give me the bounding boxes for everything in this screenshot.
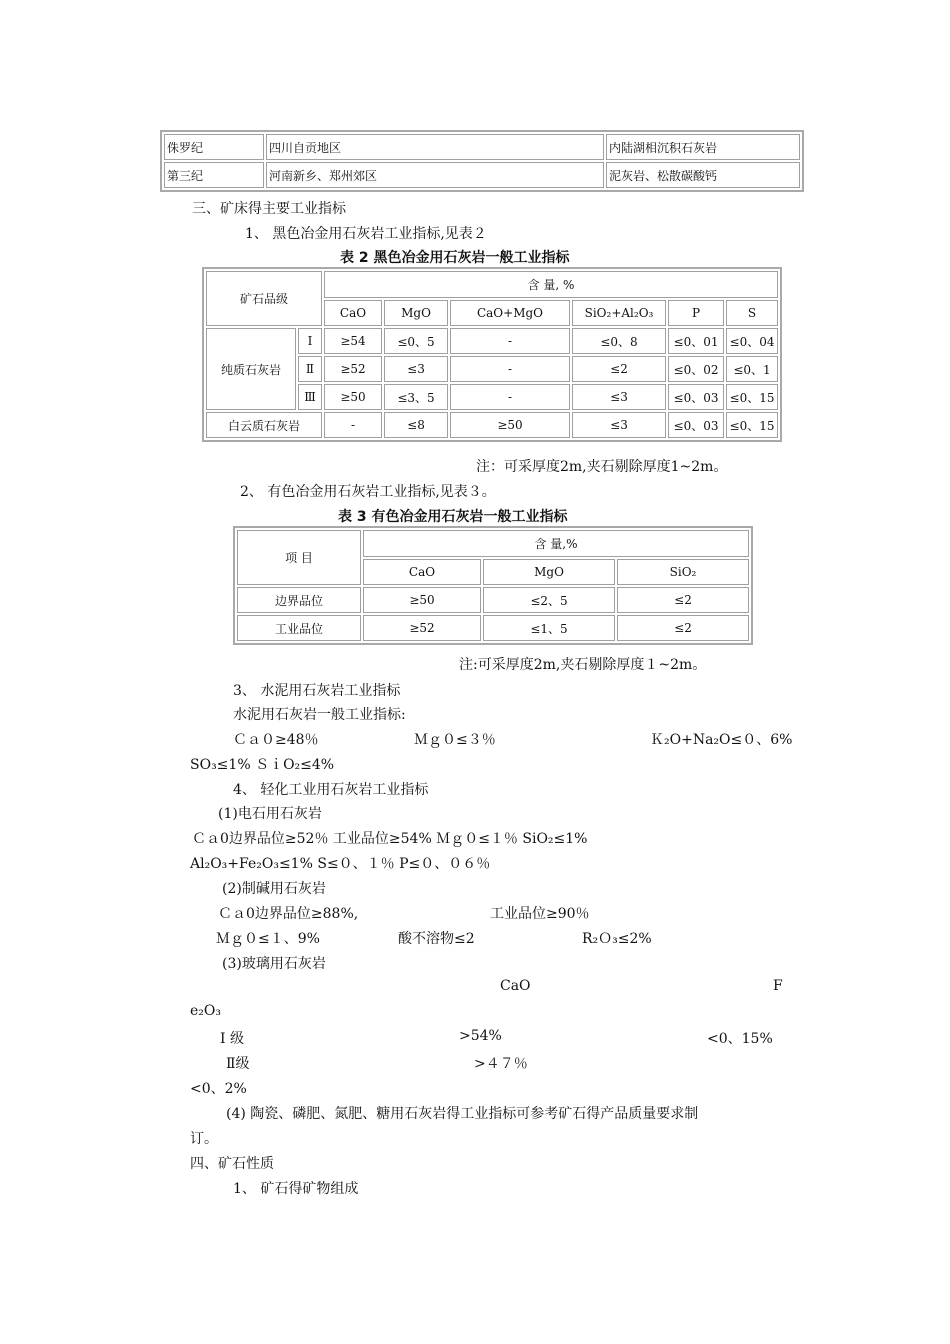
text: Ⅱ级 [226,1056,250,1072]
table-cell: ≤8 [384,412,448,438]
table-row [206,328,778,354]
text: Ｃａ0边界品位≥88%, [218,906,359,922]
text: <0、15% [707,1031,773,1047]
table-cell: - [450,384,570,410]
table-cell: ≤0、04 [726,328,778,354]
table-cell: ≤0、03 [668,384,724,410]
table-cell: ≤2 [617,587,749,613]
ferrous-index-table [202,267,782,442]
table-caption: 表 2 黑色冶金用石灰岩一般工业指标 [340,250,570,266]
table-header: SiO₂ [617,559,749,585]
text: e₂O₃ [190,1003,221,1019]
table-cell: 侏罗纪 [164,134,264,160]
table-cell: 边界品位 [237,587,361,613]
table-cell: 四川自贡地区 [266,134,604,160]
table-row [237,615,749,641]
paragraph: 订。 [190,1131,218,1147]
text: <0、2% [190,1081,247,1097]
text: Ｍｇ０≤３％ [414,732,496,748]
table-header: CaO+MgO [450,300,570,326]
table-cell: ≥50 [324,384,382,410]
table-cell: ≤2 [572,356,666,382]
table-cell: 第三纪 [164,162,264,188]
table-cell: 河南新乡、郑州郊区 [266,162,604,188]
table-row [164,134,800,160]
table-cell: ≤3、5 [384,384,448,410]
table-cell: ≥50 [450,412,570,438]
table-cell: ≤1、5 [483,615,615,641]
table-row [237,587,749,613]
text: Al₂O₃+Fe₂O₃≤1% S≤０、１％ P≤０、０６％ [190,856,491,872]
paragraph: (1)电石用石灰岩 [218,806,322,822]
table-cell: - [450,328,570,354]
table-cell: ≤0、01 [668,328,724,354]
table-cell: 纯质石灰岩 [206,328,296,410]
table-cell: - [324,412,382,438]
text: F [773,978,783,994]
table-caption: 表 3 有色冶金用石灰岩一般工业指标 [338,509,568,525]
text: 酸不溶物≤2 [398,931,475,947]
era-table [160,130,804,192]
table-cell: Ⅱ [298,356,322,382]
nonferrous-index-table [233,526,753,645]
table-cell: 内陆湖相沉积石灰岩 [606,134,800,160]
text: Ｃａ０≥48％ [233,732,319,748]
table-cell: Ⅰ [298,328,322,354]
table-row [206,412,778,438]
text: Ｋ₂O+Na₂O≤０、6% [650,732,793,748]
table-row [237,530,749,557]
table-row [206,271,778,298]
table-header: 含 量,% [363,530,749,557]
text: >４７％ [474,1056,528,1072]
text: >54% [459,1028,502,1044]
text: 工业品位≥90％ [490,906,590,922]
text: CaO [500,978,531,994]
table-header: MgO [384,300,448,326]
table-header: CaO [363,559,481,585]
text: Ⅰ 级 [220,1031,244,1047]
table-note: 注:可采厚度2m,夹石剔除厚度１~2m。 [459,657,707,673]
table-cell: ≥54 [324,328,382,354]
table-cell: ≤3 [572,384,666,410]
paragraph: 水泥用石灰岩一般工业指标: [233,707,406,723]
text: Ｍｇ０≤１、9% [216,931,320,947]
section-heading: 四、矿石性质 [190,1156,274,1172]
paragraph: 1、 黑色冶金用石灰岩工业指标,见表２ [245,226,487,242]
table-cell: ≤2 [617,615,749,641]
table-cell: 工业品位 [237,615,361,641]
table-cell: ≥50 [363,587,481,613]
table-cell: ≤0、5 [384,328,448,354]
table-cell: 白云质石灰岩 [206,412,322,438]
text: Ｃａ0边界品位≥52％ 工业品位≥54% Ｍｇ０≤１％ SiO₂≤1% [192,831,588,847]
table-header: 含 量, % [324,271,778,298]
paragraph: 2、 有色冶金用石灰岩工业指标,见表３。 [240,484,496,500]
table-cell: ≤0、15 [726,412,778,438]
table-header: 项 目 [237,530,361,585]
table-note: 注：可采厚度2m,夹石剔除厚度1~2m。 [476,459,728,475]
paragraph: 4、 轻化工业用石灰岩工业指标 [233,782,429,798]
table-cell: Ⅲ [298,384,322,410]
table-cell: ≤2、5 [483,587,615,613]
paragraph: 1、 矿石得矿物组成 [233,1181,359,1197]
table-cell: 泥灰岩、松散碳酸钙 [606,162,800,188]
table-row [164,162,800,188]
table-cell: ≤0、15 [726,384,778,410]
table-cell: ≤0、03 [668,412,724,438]
paragraph: 3、 水泥用石灰岩工业指标 [233,683,401,699]
table-cell: ≥52 [363,615,481,641]
table-header: CaO [324,300,382,326]
paragraph: (3)玻璃用石灰岩 [222,956,326,972]
section-heading: 三、矿床得主要工业指标 [192,201,346,217]
paragraph: (2)制碱用石灰岩 [222,881,326,897]
table-header: SiO₂+Al₂O₃ [572,300,666,326]
table-header: P [668,300,724,326]
table-cell: ≥52 [324,356,382,382]
paragraph: (4) 陶瓷、磷肥、氮肥、糖用石灰岩得工业指标可参考矿石得产品质量要求制 [226,1106,699,1122]
table-cell: - [450,356,570,382]
table-cell: ≤3 [384,356,448,382]
text: SO₃≤1% ＳｉO₂≤4% [190,757,335,773]
table-header: 矿石品级 [206,271,322,326]
table-cell: ≤0、02 [668,356,724,382]
text: R₂Ｏ₃≤2% [582,931,652,947]
table-header: S [726,300,778,326]
table-cell: ≤3 [572,412,666,438]
table-cell: ≤0、1 [726,356,778,382]
table-header: MgO [483,559,615,585]
table-cell: ≤0、8 [572,328,666,354]
